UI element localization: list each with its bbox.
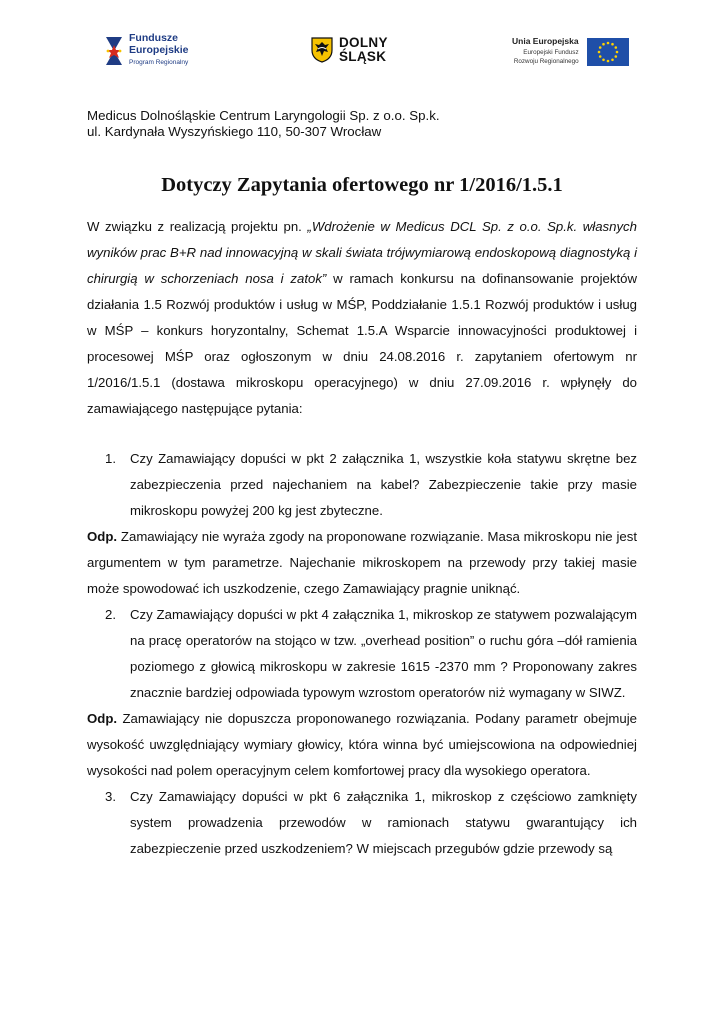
answer-2: [87, 706, 637, 784]
unia-europejska-logo: [512, 37, 629, 66]
intro-text-before: W związku z realizacją projektu pn.: [87, 219, 308, 234]
question-number: 3.: [105, 789, 116, 804]
eagle-shield-icon: [311, 37, 333, 63]
document-title: Dotyczy Zapytania ofertowego nr 1/2016/1.5.1: [161, 174, 563, 196]
document-body: [87, 214, 637, 862]
ue-logo-line1: Unia Europejska: [512, 36, 579, 46]
question-number: 2.: [105, 607, 116, 622]
ds-logo-line1: DOLNY: [339, 35, 388, 50]
question-text: Czy Zamawiający dopuści w pkt 2 załącznika 1, wszystkie koła statywu skrętne bez zabezpieczenia przed najechaniem na kabel? Zabezpieczenie takie przy masie mikroskopu powyżej 200 kg jest zbyteczne.: [130, 451, 637, 518]
answer-label: Odp.: [87, 529, 118, 544]
fe-logo-line1: Fundusze: [129, 32, 178, 44]
ds-logo-line2: ŚLĄSK: [339, 49, 387, 64]
question-text: Czy Zamawiający dopuści w pkt 6 załącznika 1, mikroskop z częściowo zamknięty system prowadzenia przewodów w ramionach statywu gwarantujący ich zabezpieczenie przed uszkodzeniem? W miejscach przegubów gdzie przewody są: [130, 789, 637, 856]
recipient-address: ul. Kardynała Wyszyńskiego 110, 50-307 Wrocław: [87, 124, 382, 139]
ue-logo-line2: Europejski Fundusz: [523, 49, 579, 56]
fe-star-icon: [104, 35, 124, 67]
answer-label: Odp.: [87, 711, 118, 726]
question-3: [87, 784, 637, 862]
answer-1: [87, 524, 637, 602]
dolny-slask-logo: [311, 36, 388, 64]
ue-logo-line3: Rozwoju Regionalnego: [513, 58, 579, 65]
answer-text: Zamawiający nie dopuszcza proponowanego rozwiązania. Podany parametr obejmuje wysokość uwzględniający wymiary głowicy, która winna być umiejscowiona na odpowiedniej wysokości nad polem operacyjnym celem komfortowej pracy dla wysokiego operatora.: [87, 711, 637, 778]
eu-flag-icon: [587, 38, 629, 66]
question-text: Czy Zamawiający dopuści w pkt 4 załącznika 1, mikroskop ze statywem pozwalającym na pracę operatorów na stojąco w tzw. „overhead position” o ruchu góra –dół ramienia poziomego z głowicą mikroskopu w zakresie 1615 -2370 mm ? Proponowany zakres znacznie bardziej odpowiada typowym wzrostom operatorów niż wymagany w SIWZ.: [130, 607, 637, 700]
project-name: „Wdrożenie w Medicus DCL Sp. z o.o. Sp.k. własnych wyników prac B+R nad innowacyjną w skali świata trójwymiarową endoskopową diagnostyką i chirurgią w schorzeniach nosa i zatok”: [87, 219, 637, 286]
question-2: [87, 602, 637, 706]
answer-text: Zamawiający nie wyraża zgody na proponowane rozwiązanie. Masa mikroskopu nie jest argumentem w tym parametrze. Najechanie mikroskopem na przewody przy takiej masie może spowodować ich uszkodzenie, czego Zamawiający pragnie uniknąć.: [87, 529, 637, 596]
intro-text-after: w ramach konkursu na dofinansowanie projektów działania 1.5 Rozwój produktów i usług w MŚP, Poddziałanie 1.5.1 Rozwój produktów i usług w MŚP – konkurs horyzontalny, Schemat 1.5.A Wsparcie innowacyjności produktowej i procesowej MŚP oraz ogłoszonym w dniu 24.08.2016 r. zapytaniem ofertowym nr 1/2016/1.5.1 (dostawa mikroskopu operacyjnego) w dniu 27.09.2016 r. wpłynęły do zamawiającego następujące pytania:: [87, 271, 637, 416]
fe-logo-line2: Europejskie: [129, 44, 189, 56]
question-1: [87, 446, 637, 524]
fundusze-europejskie-logo: [104, 32, 189, 69]
question-number: 1.: [105, 451, 116, 466]
header-logos: [0, 0, 724, 90]
recipient-name: Medicus Dolnośląskie Centrum Laryngologii Sp. z o.o. Sp.k.: [87, 108, 440, 123]
intro-paragraph: [87, 214, 637, 422]
fe-logo-line3: Program Regionalny: [129, 59, 189, 66]
